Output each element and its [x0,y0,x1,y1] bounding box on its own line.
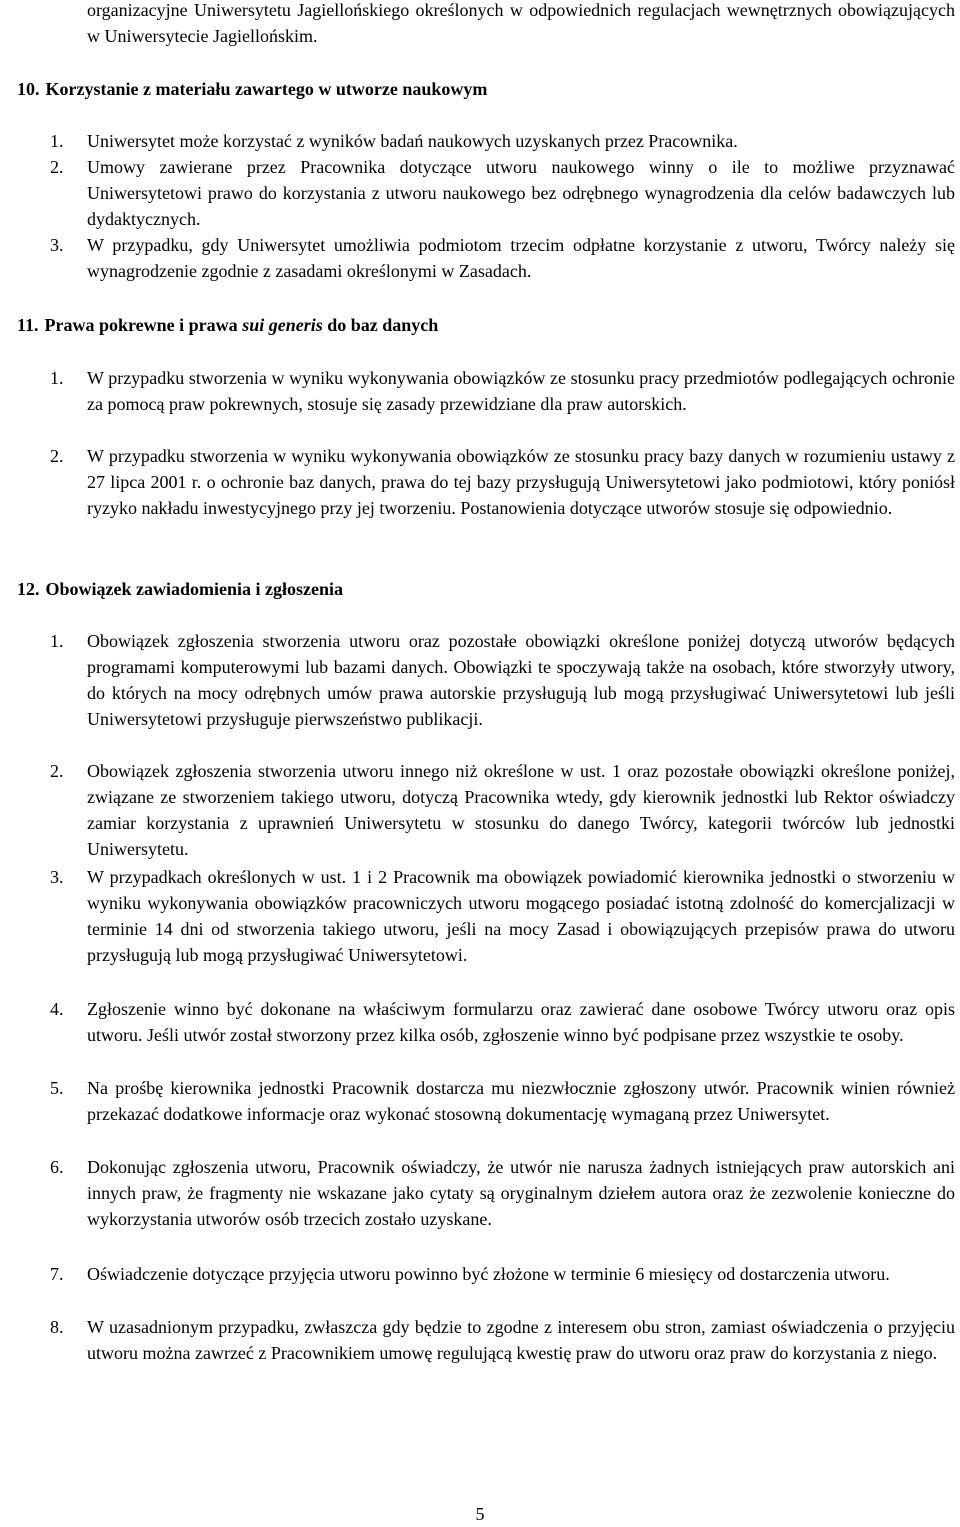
item-text: W przypadku stworzenia w wyniku wykonywania obowiązków ze stosunku pracy przedmiotów podlegających ochronie za pomocą praw pokrewnych, stosuje się zasady przewidziane dla praw autorskich. [87,368,955,414]
item-number: 3. [50,867,64,887]
section-11-heading [17,312,438,338]
item-text: Dokonując zgłoszenia utworu, Pracownik oświadczy, że utwór nie narusza żadnych istniejących praw autorskich ani innych praw, że fragmenty nie wskazane jako cytaty są oryginalnym dziełem autora oraz że zezwolenie konieczne do wykorzystania utworów osób trzecich zostało uzyskane. [87,1157,955,1229]
section-12-item-2 [50,758,955,862]
item-text: Zgłoszenie winno być dokonane na właściwym formularzu oraz zawierać dane osobowe Twórcy utworu oraz opis utworu. Jeśli utwór został stworzony przez kilka osób, zgłoszenie winno być podpisane przez wszystkie te osoby. [87,999,955,1045]
section-11-item-1 [50,365,955,417]
intro-paragraph: organizacyjne Uniwersytetu Jagiellońskiego określonych w odpowiednich regulacjach wewnętrznych obowiązujących w Uniwersytecie Jagiellońskim. [87,0,955,46]
section-number: 12. [17,579,40,599]
item-number: 5. [50,1078,64,1098]
item-text: Oświadczenie dotyczące przyjęcia utworu powinno być złożone w terminie 6 miesięcy od dostarczenia utworu. [87,1264,890,1284]
section-title: Korzystanie z materiału zawartego w utworze naukowym [45,79,488,99]
section-12-item-1 [50,628,955,732]
section-12-item-4 [50,996,955,1048]
section-12-item-7 [50,1261,955,1287]
item-number: 7. [50,1264,64,1284]
section-12-heading [17,576,343,602]
section-12-item-5 [50,1075,955,1127]
section-12-item-3 [50,864,955,968]
section-10-item-2 [50,154,955,232]
item-number: 2. [50,446,64,466]
section-10-heading [17,76,487,102]
item-text: Uniwersytet może korzystać z wyników badań naukowych uzyskanych przez Pracownika. [87,131,738,151]
item-number: 1. [50,631,64,651]
section-10-item-1 [50,128,955,154]
section-12-item-6 [50,1154,955,1232]
page-number: 5 [475,1504,485,1524]
item-number: 2. [50,157,64,177]
section-title: Prawa pokrewne i prawa [44,315,243,335]
item-text: Umowy zawierane przez Pracownika dotyczące utworu naukowego winny o ile to możliwe przyznawać Uniwersytetowi prawo do korzystania z utworu naukowego bez odrębnego wynagrodzenia dla celów badawczych lub dydaktycznych. [87,157,955,229]
item-text: W uzasadnionym przypadku, zwłaszcza gdy będzie to zgodne z interesem obu stron, zamiast oświadczenia o przyjęciu utworu można zawrzeć z Pracownikiem umowę regulującą kwestię praw do utworu oraz praw do korzystania z niego. [87,1317,955,1363]
item-text: W przypadku, gdy Uniwersytet umożliwia podmiotom trzecim odpłatne korzystanie z utworu, Twórcy należy się wynagrodzenie zgodnie z zasadami określonymi w Zasadach. [87,235,955,281]
item-text: Obowiązek zgłoszenia stworzenia utworu oraz pozostałe obowiązki określone poniżej dotyczą utworów będących programami komputerowymi lub bazami danych. Obowiązki te spoczywają także na osobach, które stworzyły utwory, do których na mocy odrębnych umów prawa autorskie przysługują lub mogą przysługiwać Uniwersytetowi lub jeśli Uniwersytetowi przysługuje pierwszeństwo publikacji. [87,631,955,729]
item-number: 3. [50,235,64,255]
item-text: W przypadkach określonych w ust. 1 i 2 Pracownik ma obowiązek powiadomić kierownika jednostki o stworzeniu w wyniku wykonywania obowiązków pracowniczych utworu mogącego posiadać istotną zdolność do komercjalizacji w terminie 14 dni od stworzenia takiego utworu, jeśli na mocy Zasad i obowiązujących przepisów prawa do utworu przysługują lub mogą przysługiwać Uniwersytetowi. [87,867,955,965]
item-text: Na prośbę kierownika jednostki Pracownik dostarcza mu niezwłocznie zgłoszony utwór. Pracownik winien również przekazać dodatkowe informacje oraz wykonać stosowną dokumentację wymaganą przez Uniwersytet. [87,1078,955,1124]
item-text: W przypadku stworzenia w wyniku wykonywania obowiązków ze stosunku pracy bazy danych w rozumieniu ustawy z 27 lipca 2001 r. o ochronie baz danych, prawa do tej bazy przysługują Uniwersytetowi jako podmiotowi, który poniósł ryzyko nakładu inwestycyjnego przy jej tworzeniu. Postanowienia dotyczące utworów stosuje się odpowiednio. [87,446,955,518]
section-title-italic: sui generis [242,315,323,335]
item-number: 6. [50,1157,64,1177]
item-number: 8. [50,1317,64,1337]
section-12-item-8 [50,1314,955,1366]
section-10-item-3 [50,232,955,284]
section-number: 10. [17,79,40,99]
item-number: 4. [50,999,64,1019]
item-text: Obowiązek zgłoszenia stworzenia utworu innego niż określone w ust. 1 oraz pozostałe obowiązki określone poniżej, związane ze stworzeniem takiego utworu, dotyczą Pracownika wtedy, gdy kierownik jednostki lub Rektor oświadczy zamiar korzystania z uprawnień Uniwersytetu w stosunku do danego Twórcy, kategorii twórców lub jednostki Uniwersytetu. [87,761,955,859]
section-number: 11. [17,315,39,335]
section-title: Obowiązek zawiadomienia i zgłoszenia [45,579,343,599]
item-number: 2. [50,761,64,781]
section-title-end: do baz danych [322,315,439,335]
item-number: 1. [50,131,64,151]
section-11-item-2 [50,443,955,521]
item-number: 1. [50,368,64,388]
